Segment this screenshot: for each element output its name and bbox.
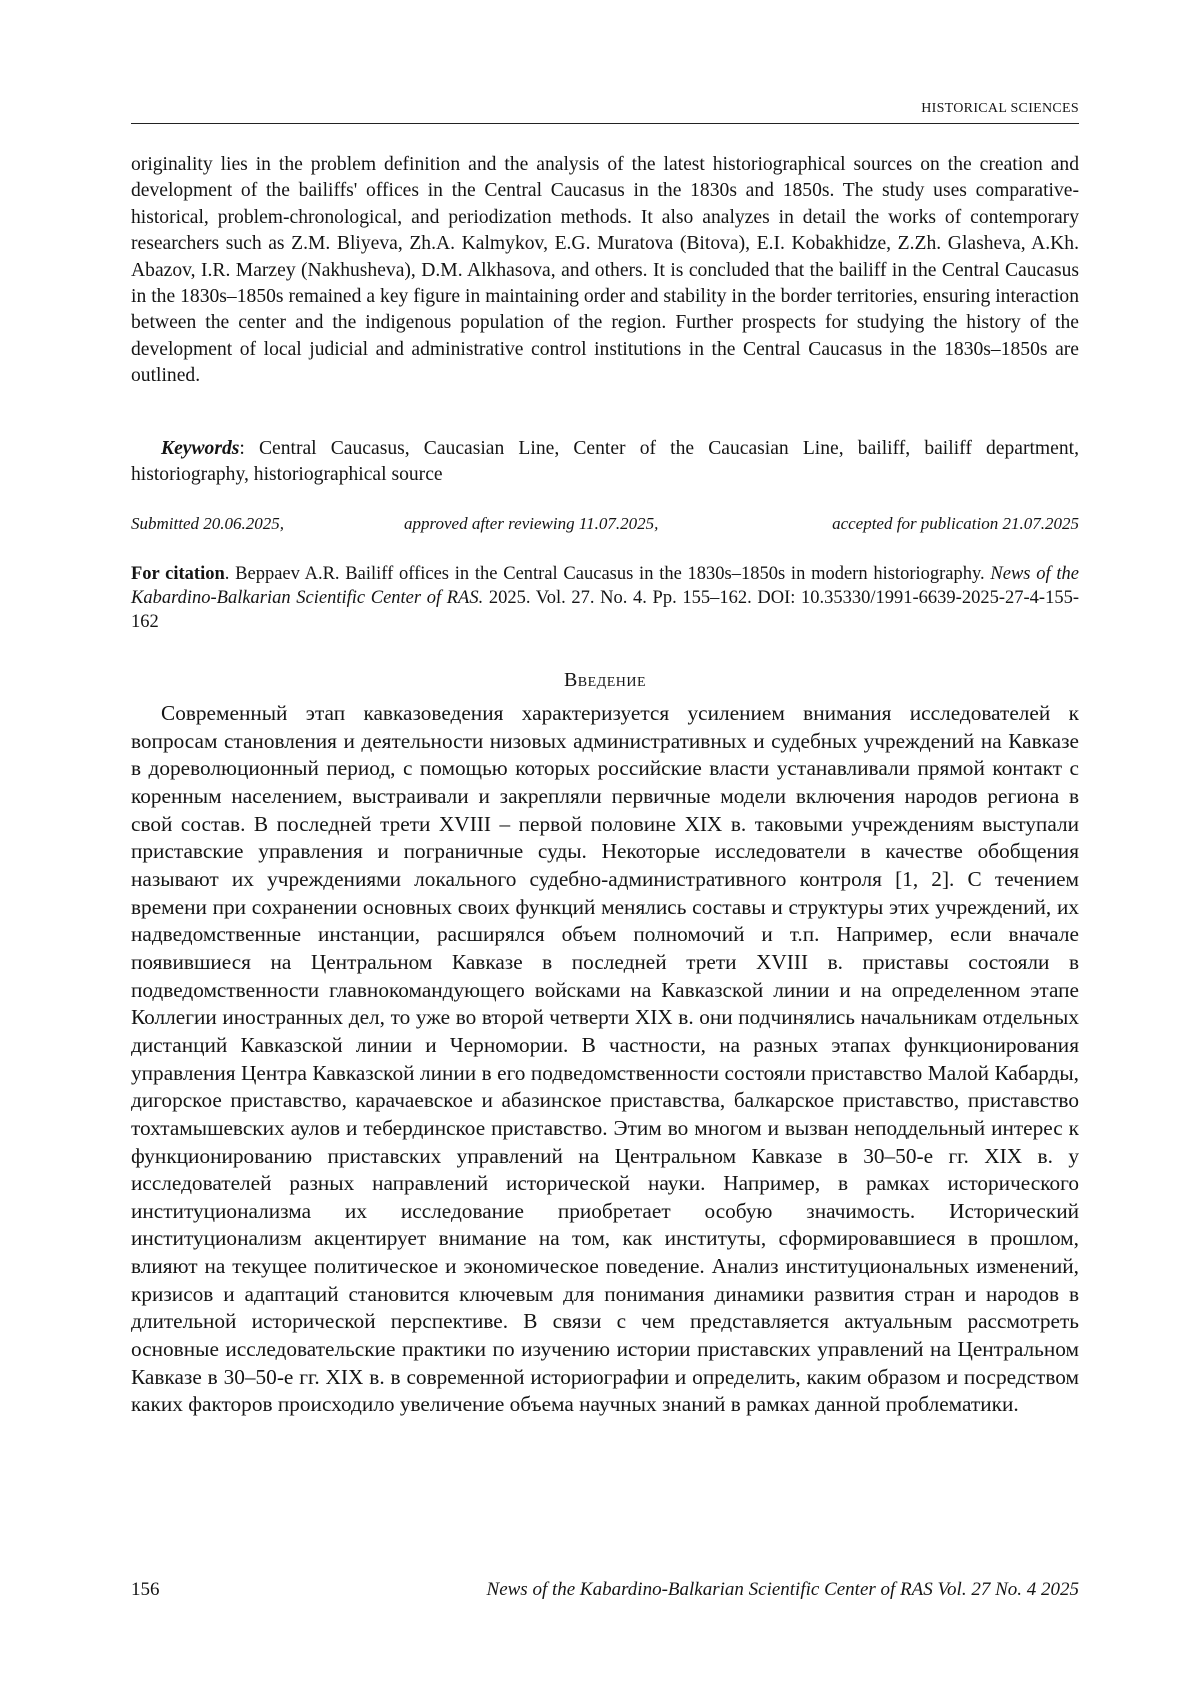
keywords-text: : Central Caucasus, Caucasian Line, Center of the Caucasian Line, bailiff, bailiff department, historiography, historiographical source bbox=[131, 438, 1079, 486]
section-title-initial: В bbox=[563, 669, 578, 691]
section-title bbox=[131, 669, 1079, 692]
citation-paragraph bbox=[131, 562, 1079, 634]
section-title-rest: ведение bbox=[577, 669, 647, 691]
approved-date: approved after reviewing 11.07.2025, bbox=[404, 514, 659, 533]
running-head: HISTORICAL SCIENCES bbox=[921, 101, 1079, 116]
citation-label: For citation bbox=[131, 564, 225, 584]
citation-details: 2025. Vol. 27. No. 4. Pp. 155–162. DOI: 10.35330/1991-6639-2025-27-4-155-162 bbox=[131, 588, 1079, 632]
citation-text: . Beppaev A.R. Bailiff offices in the Central Caucasus in the 1830s–1850s in modern historiography. bbox=[224, 564, 991, 584]
footer-journal-line: News of the Kabardino-Balkarian Scientific Center of RAS Vol. 27 No. 4 2025 bbox=[486, 1579, 1079, 1600]
keywords-paragraph bbox=[131, 436, 1079, 489]
introduction-paragraph: Современный этап кавказоведения характеризуется усилением внимания исследователей к вопросам становления и деятельности низовых административных и судебных учреждений на Кавказе в дореволюционный период, с помощью которых российские власти устанавливали прямой контакт с коренным населением, выстраивали и закрепляли первичные модели включения народов региона в свой состав. В последней трети XVIII – первой половине XIX в. таковыми учреждениям выступали приставские управления и пограничные суды. Некоторые исследователи в качестве обобщения называют их учреждениями локального судебно-административного контроля [1, 2]. С течением времени при сохранении основных своих функций менялись составы и структуры этих учреждений, их надведомственные инстанции, расширялся объем полномочий и т.п. Например, если вначале появившиеся на Центральном Кавказе в последней трети XVIII в. приставы состояли в подведомственности главнокомандующего войсками на Кавказской линии и на определенном этапе Коллегии иностранных дел, то уже во второй четверти XIX в. они подчинялись начальникам отдельных дистанций Кавказской линии и Черномории. В частности, на разных этапах функционирования управления Центра Кавказской линии в его подведомственности состояли приставство Малой Кабарды, дигорское приставство, карачаевское и абазинское приставства, балкарское приставство, приставство тохтамышевских аулов и тебердинское приставство. Этим во многом и вызван неподдельный интерес к функционированию приставских управлений на Центральном Кавказе в 30–50-е гг. XIX в. у исследователей разных направлений исторической науки. Например, в рамках исторического институционализма их исследование приобретает особую значимость. Исторический институционализм акцентирует внимание на том, как институты, сформировавшиеся в прошлом, влияют на текущее политическое и экономическое поведение. Анализ институциональных изменений, кризисов и адаптаций становится ключевым для понимания динамики развития стран и народов в длительной исторической перспективе. В связи с чем представляется актуальным рассмотреть основные исследовательские практики по изучению истории приставских управлений на Центральном Кавказе в 30–50-е гг. XIX в. в современной историографии и определить, каким образом и посредством каких факторов происходило увеличение объема научных знаний в рамках данной проблематики. bbox=[131, 701, 1079, 1417]
abstract-text: originality lies in the problem definition and the analysis of the latest historiographical sources on the creation and development of the bailiffs' offices in the Central Caucasus in the 1830s and 1850s. The study uses comparative-historical, problem-chronological, and periodization methods. It also analyzes in detail the works of contemporary researchers such as Z.M. Bliyeva, Zh.A. Kalmykov, E.G. Muratova (Bitova), E.I. Kobakhidze, Z.Zh. Glasheva, A.Kh. Abazov, I.R. Marzey (Nakhusheva), D.M. Alkhasova, and others. It is concluded that the bailiff in the Central Caucasus in the 1830s–1850s remained a key figure in maintaining order and stability in the border territories, ensuring interaction between the center and the indigenous population of the region. Further prospects for studying the history of the development of local judicial and administrative control institutions in the Central Caucasus in the 1830s–1850s are outlined. bbox=[131, 154, 1079, 387]
keywords-label: Keywords bbox=[161, 438, 240, 459]
page-number: 156 bbox=[131, 1579, 160, 1600]
header-rule bbox=[131, 123, 1079, 124]
citation-journal: News of the Kabardino-Balkarian Scientific Center of RAS. bbox=[131, 564, 1079, 608]
accepted-date: accepted for publication 21.07.2025 bbox=[832, 514, 1079, 533]
submitted-date: Submitted 20.06.2025, bbox=[131, 514, 284, 533]
